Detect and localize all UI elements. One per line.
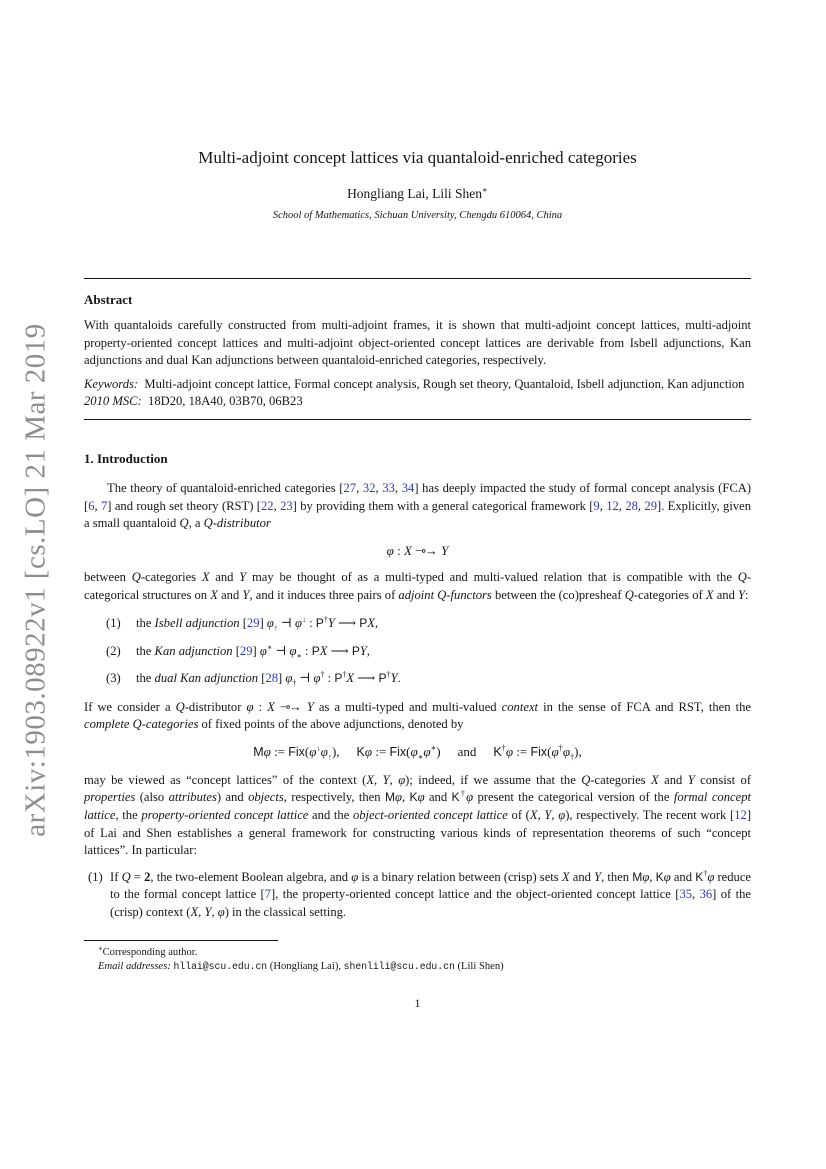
footnote-emails[interactable]: Email addresses: hllai@scu.edu.cn (Hongliang Lai), shenlili@scu.edu.cn (Lili Shen) [98, 961, 504, 973]
list-item [106, 644, 751, 659]
list-item-text: If Q = 2, the two-element Boolean algebra, and φ is a binary relation between (crisp) sets X and Y, then Mφ, Kφ and K†φ reduce to the formal concept lattice [7], the property-oriented concept lattice and the object-oriented concept lattice [35, 36] of the (crisp) context (X, Y, φ) in the classical setting. [110, 868, 752, 919]
arxiv-watermark: arXiv:1903.08922v1 [cs.LO] 21 Mar 2019 [19, 323, 52, 837]
abstract-heading: Abstract [84, 292, 133, 307]
footnote-corresponding-author: ∗Corresponding author. [98, 945, 198, 958]
paper-content [84, 0, 751, 1011]
list-item-text: the dual Kan adjunction [28] $\varphi_\dagger$ ⊣ φ† : P†X ⟶ P†Y. [136, 669, 401, 688]
abstract-body: With quantaloids carefully constructed from multi-adjoint frames, it is shown that multi-adjoint concept lattices, multi-adjoint property-oriented concept lattices and multi-adjoint object-oriented concept lattices are derivable from Isbell adjunctions, Kan adjunctions and dual Kan adjunctions between quantaloid-enriched categories, respectively. [84, 318, 751, 368]
list-item-label: (1) [106, 616, 121, 631]
list-item [106, 616, 751, 631]
intro-paragraph-4: may be viewed as “concept lattices” of the context (X, Y, φ); indeed, if we assume that the Q-categories X and Y consist of properties (also attributes) and objects, respectively, then Mφ, Kφ and K†φ present the categorical version of the formal concept lattice, the property-oriented concept lattice and the object-oriented concept lattice of (X, Y, φ), respectively. The recent work [12] of Lai and Shen establishes a general framework for constructing various kinds of representation theorems of such “concept lattices”. In particular: [84, 772, 752, 858]
paper-title: Multi-adjoint concept lattices via quantaloid-enriched categories [198, 148, 637, 167]
list-item-label: (1) [88, 869, 103, 884]
section-heading-introduction: 1. Introduction [84, 451, 168, 467]
footnote-rule [84, 940, 278, 941]
list-item-text: the Isbell adjunction [29] $\varphi_↑$ ⊣ φ↓ : P†Y ⟶ PX, [136, 614, 379, 633]
paper-affiliation: School of Mathematics, Sichuan University, Chengdu 610064, China [272, 210, 563, 221]
list-item [106, 671, 751, 686]
abstract-bottom-rule [84, 419, 751, 420]
list-item [84, 869, 751, 922]
abstract-top-rule [84, 278, 751, 279]
page-number: 1 [414, 995, 421, 1010]
intro-paragraph-1: The theory of quantaloid-enriched categories [27, 32, 33, 34] has deeply impacted the study of formal concept analysis (FCA) [6, 7] and rough set theory (RST) [22, 23] by providing them with a general categorical framework [9, 12, 28, 29]. Explicitly, given a small quantaloid Q, a Q-distributor [84, 481, 752, 531]
adjunction-list [84, 616, 751, 686]
intro-paragraph-3: If we consider a Q-distributor φ : X −∘→ Y as a multi-typed and multi-valued context in the sense of FCA and RST, then the complete Q-categories of fixed points of the above adjunctions, denoted by [84, 699, 752, 732]
msc-line: 2010 MSC: 18D20, 18A40, 03B70, 06B23 [84, 393, 303, 408]
paper-authors: Hongliang Lai, Lili Shen∗ [347, 184, 488, 201]
list-item-label: (3) [106, 671, 121, 686]
intro-paragraph-2: between Q-categories X and Y may be thought of as a multi-typed and multi-valued relation that is compatible with the Q-categorical structures on X and Y, and it induces three pairs of adjoint Q-functors between the (co)presheaf Q-categories of X and Y: [84, 569, 752, 602]
keywords-line: Keywords: Multi-adjoint concept lattice, Formal concept analysis, Rough set theory, Quantaloid, Isbell adjunction, Kan adjunction [84, 376, 745, 391]
fixed-points-formula: Mφ := $Fix(\varphi^↓\varphi_↑)$, Kφ := $Fix(\varphi_∗\varphi^∗)$ and K†φ := $Fix(\varphi^\dagger\varphi_\dagger)$, [253, 743, 582, 762]
list-item-label: (2) [106, 643, 121, 658]
list-item-text: the Kan adjunction [29] φ∗ ⊣ $\varphi_∗$ : PX ⟶ PY, [136, 642, 371, 661]
distributor-formula: φ : X −∘→ Y [386, 542, 449, 558]
